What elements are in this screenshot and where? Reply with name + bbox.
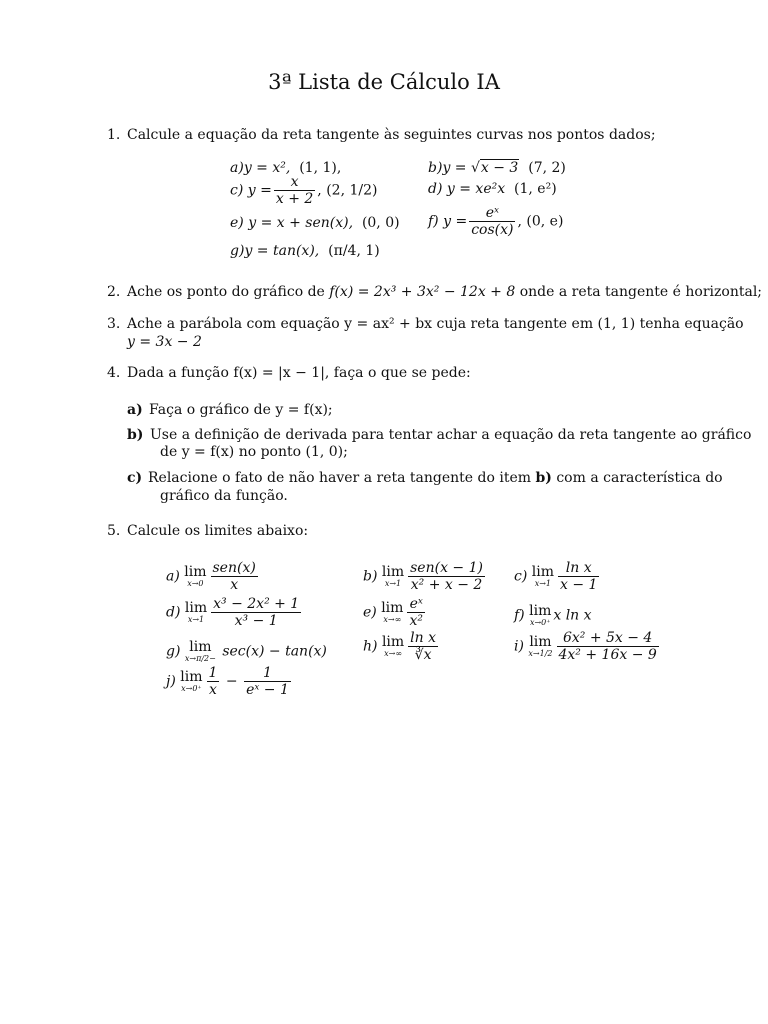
q4-b-label: b) [127,427,144,443]
limit-b-num: sen(x − 1) [410,560,483,576]
q1-e-function: y = x + sen(x), [248,215,354,231]
limit-j-den1: x [207,681,220,698]
limit-c-den: x − 1 [560,577,598,594]
limit-h-sub: x→∞ [384,649,402,659]
q4-c-text1-pre: Relacione o fato de não haver a reta tangente do item [148,470,536,486]
limit-g [166,640,327,663]
limit-c-num: ln x [565,560,592,576]
limit-j [166,665,293,698]
limit-h-label: h) [363,638,378,655]
q3-line2: y = 3x − 2 [127,334,202,350]
q1-g-function: y = tan(x), [244,243,320,259]
limit-e-fraction [407,596,425,629]
q3-line1: Ache a parábola com equação y = ax² + bx cuja reta tangente em (1, 1) tenha equação [127,316,744,332]
limit-e-num: eˣ [409,596,423,612]
limit-i-sub: x→1/2 [528,649,553,659]
limit-h [363,630,440,663]
limit-b-label: b) [363,568,378,585]
limit-i-operator [528,635,552,658]
limit-a-label: a) [166,568,180,585]
limit-h-operator [382,635,404,658]
q5-number: 5. [107,523,121,539]
limit-d-fraction [211,596,301,629]
q1-item-e [230,215,400,231]
q1-a-function: y = x², [243,160,291,176]
limit-d [166,596,303,629]
limit-g-label: g) [166,643,181,660]
limit-i-label: i) [514,638,524,655]
limit-c [514,560,601,593]
q1-b-point: (7, 2) [528,160,566,176]
limit-e-lim: lim [381,600,404,617]
limit-a-lim: lim [184,564,207,581]
q1-f-fraction [469,205,515,238]
limit-d-operator [185,601,207,624]
page-title: 3ª Lista de Cálculo IA [268,70,500,94]
q1-c-label: c) [230,182,244,199]
q4-a-text: Faça o gráfico de y = f(x); [149,402,333,418]
q1-d-function: y = xe²x [446,181,506,197]
limit-j-operator [180,670,202,693]
q1-d-label: d) [428,181,443,197]
q1-g-point: (π/4, 1) [328,243,380,259]
q1-item-g [230,243,380,259]
limit-j-den2: eˣ − 1 [246,682,289,699]
limit-a [166,560,260,593]
limit-e-sub: x→∞ [383,615,402,625]
limit-b-fraction [408,560,485,593]
q4-b-text1: Use a definição de derivada para tentar achar a equação da reta tangente ao gráfico [150,427,752,443]
limit-e-label: e) [363,604,377,621]
q2-text-pre: Ache os ponto do gráfico de [127,284,330,300]
q1-number: 1. [107,127,121,143]
limit-f-lim: lim [529,603,552,619]
q1-f-denominator: cos(x) [471,222,514,239]
limit-b-den: x² + x − 2 [408,576,485,593]
q1-c-fraction [274,174,315,207]
limit-a-sub: x→0 [187,579,204,589]
q1-c-lhs: y = [247,182,272,199]
limit-j-lim: lim [180,669,203,686]
limit-b-sub: x→1 [384,579,402,589]
q1-f-numerator: eˣ [485,205,499,221]
q1-item-b: b)y = √x − 3 (7, 2) [428,160,566,176]
limit-b [363,560,487,593]
q1-d-point: (1, e²) [514,181,557,197]
limit-c-operator [532,565,554,588]
q1-f-lhs: y = [443,213,468,230]
limit-b-operator [382,565,404,588]
limit-h-lim: lim [381,634,405,651]
q2-function: f(x) = 2x³ + 3x² − 12x + 8 [329,284,516,300]
q1-a-point: (1, 1), [299,160,342,176]
limit-f-label: f) [514,607,525,624]
limit-h-fraction [408,630,438,663]
limit-d-sub: x→1 [187,615,205,625]
q4-c-label: c) [127,470,143,486]
limit-d-label: d) [166,604,181,621]
limit-c-label: c) [514,568,528,585]
q4-c-text1 [148,470,723,486]
limit-f-sub: x→0⁺ [529,618,551,627]
limit-j-num2: 1 [263,665,272,681]
limit-j-fraction-1 [207,665,220,698]
q1-b-label: b) [428,160,443,176]
limit-j-label: j) [166,673,176,690]
q1-item-f [428,205,563,238]
q4-number: 4. [107,365,121,381]
q1-c-numerator: x [290,174,299,190]
q3-number: 3. [107,316,121,332]
limit-a-den: x [211,576,258,593]
limit-g-expression: sec(x) − tan(x) [222,643,327,660]
limit-g-sub: x→π/2− [184,654,216,663]
limit-d-lim: lim [184,600,208,617]
limit-d-den: x³ − 1 [211,612,301,629]
limit-c-lim: lim [531,564,554,581]
q1-g-label: g) [230,243,245,259]
q1-e-point: (0, 0) [361,215,400,231]
q2-text-post: onde a reta tangente é horizontal; [515,284,763,300]
limit-c-sub: x→1 [534,579,552,589]
limit-f-operator [529,604,551,627]
q1-item-c [230,174,377,207]
limit-a-fraction [211,560,258,593]
q5-text: Calcule os limites abaixo: [127,523,309,539]
q1-c-denominator: x + 2 [275,191,314,208]
q1-b-lhs: y = [442,160,471,176]
limit-g-lim: lim [189,639,212,655]
q2-number: 2. [107,284,121,300]
q1-f-label: f) [428,213,439,230]
limit-b-lim: lim [381,564,405,581]
q4-c-text2: gráfico da função. [160,488,288,504]
q1-text: Calcule a equação da reta tangente às seguintes curvas nos pontos dados; [127,127,656,143]
q2-text [127,284,762,300]
q1-a-label: a) [230,160,244,176]
q4-a-label: a) [127,402,143,418]
limit-g-operator [185,640,216,663]
q1-e-label: e) [230,215,244,231]
q1-b-radicand: x − 3 [480,160,519,176]
q1-c-point: , (2, 1/2) [317,182,378,199]
limit-c-fraction [558,560,599,593]
limit-f-expression: x ln x [553,607,592,624]
limit-i-den: 4x² + 16x − 9 [558,647,657,664]
limit-j-sub: x→0⁺ [181,684,202,694]
limit-a-operator [184,565,206,588]
limit-f [514,604,592,627]
limit-j-fraction-2 [244,665,291,698]
q4-b-text2: de y = f(x) no ponto (1, 0); [160,444,348,460]
q1-item-d [428,181,557,197]
limit-a-num: sen(x) [212,560,256,576]
limit-h-den: ∛x [408,646,438,663]
limit-e-den: x² [409,613,423,630]
q4-c-text1-bold: b) [535,470,552,486]
q4-text: Dada a função f(x) = |x − 1|, faça o que se pede: [127,365,471,381]
limit-i-num: 6x² + 5x − 4 [562,630,653,646]
limit-j-num1: 1 [208,665,218,681]
limit-i [514,630,661,663]
limit-i-fraction [557,630,659,663]
q1-f-point: , (0, e) [517,213,564,230]
limit-h-num: ln x [410,630,437,646]
limit-e-operator [381,601,403,624]
limit-d-num: x³ − 2x² + 1 [213,596,300,612]
limit-e [363,596,427,629]
limit-j-minus: − [225,673,238,690]
limit-i-lim: lim [529,634,552,651]
q4-c-text1-post: com a característica do [551,470,723,486]
